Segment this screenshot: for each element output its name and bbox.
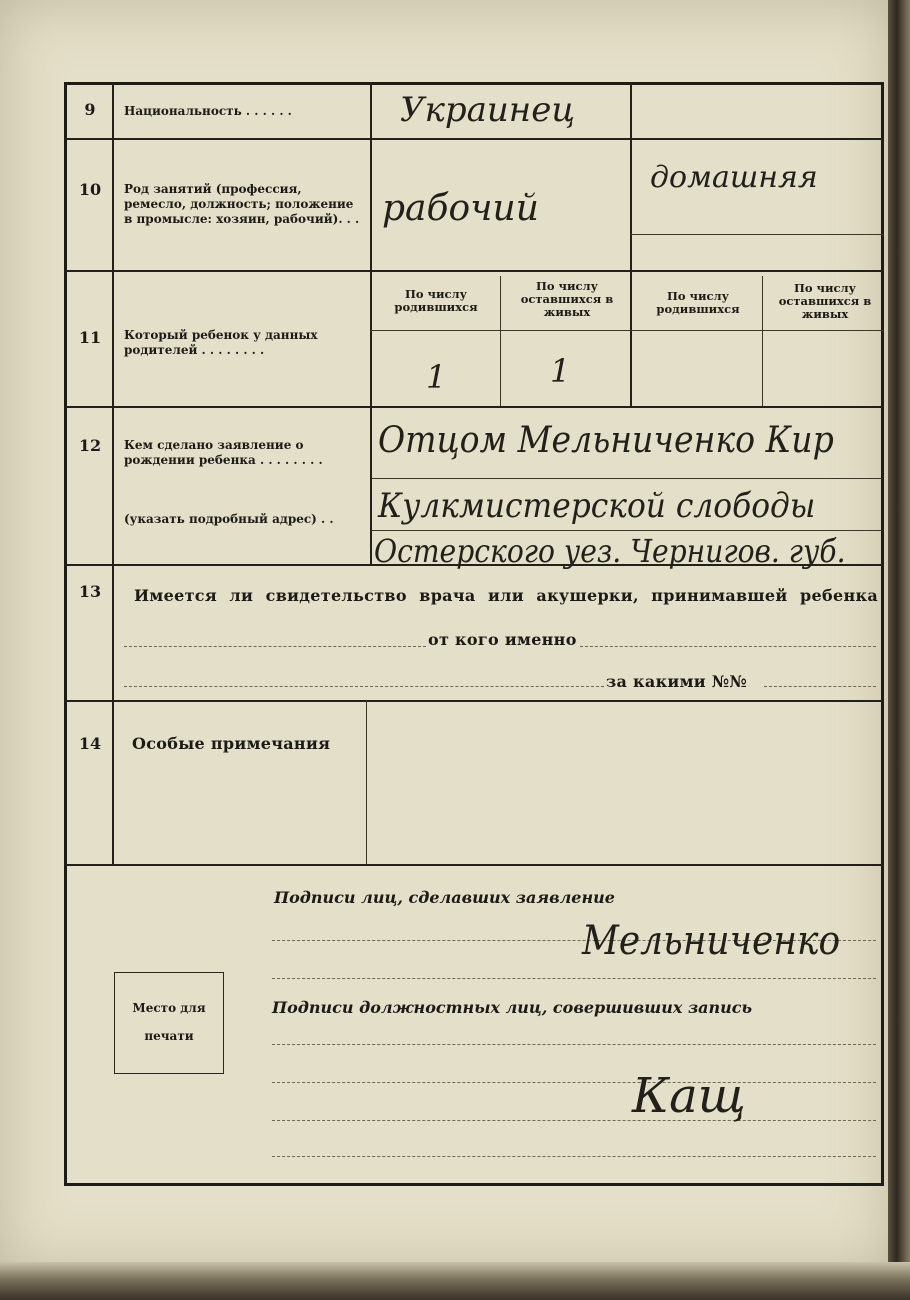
handwritten-declarant-line-3: Остерского уез. Чернигов. губ. — [374, 532, 846, 570]
row-number: 14 — [78, 734, 102, 753]
signature-line — [272, 978, 876, 979]
row-label-declarant: Кем сделано заявление о рождении ребенка . . . . . . . . — [124, 438, 323, 467]
stamp-label-line-2: печати — [144, 1029, 194, 1043]
subheader-born-father: По числу родившихся — [394, 287, 478, 314]
handwritten-declarant-line-2: Кулкмистерской слободы — [378, 486, 816, 526]
signature-line — [272, 1082, 876, 1083]
handwritten-declarant-line-1: Отцом Мельниченко Кир — [378, 420, 834, 461]
handwritten-alive-count: 1 — [550, 352, 571, 390]
row-divider — [64, 700, 884, 702]
row-text-numbers: за какими №№ — [606, 672, 748, 691]
row-label-child-order: Который ребенок у данных родителей . . . . . . . . — [124, 328, 318, 357]
subheader-born-mother: По числу родившихся — [656, 289, 740, 316]
handwritten-applicant-signature: Мельниченко — [582, 918, 841, 964]
column-divider — [112, 82, 114, 864]
inner-divider — [630, 234, 884, 235]
column-divider — [762, 276, 763, 406]
row-divider — [64, 406, 884, 408]
page-bottom-edge — [0, 1262, 910, 1300]
column-divider — [500, 276, 501, 406]
column-divider — [366, 700, 367, 864]
fill-line — [124, 686, 604, 687]
row-number: 10 — [78, 180, 102, 199]
fill-line — [580, 646, 876, 647]
stamp-label-line-1: Место для — [132, 1001, 206, 1015]
handwritten-nationality: Украинец — [400, 90, 576, 130]
handwritten-occupation-father: рабочий — [382, 188, 539, 229]
handwritten-official-signature: Кащ — [632, 1068, 746, 1124]
row-divider — [64, 270, 884, 272]
row-note-address: (указать подробный адрес) . . — [124, 512, 334, 526]
subheader-alive-father: По числу оставшихся в живых — [520, 279, 614, 319]
row-label-special-notes: Особые примечания — [132, 734, 331, 753]
signature-line — [272, 1044, 876, 1045]
writing-line — [372, 478, 882, 479]
subheader-alive-mother: По числу оставшихся в живых — [778, 281, 872, 321]
handwritten-born-count: 1 — [426, 358, 447, 396]
row-number: 12 — [78, 436, 102, 455]
stamp-place-box — [114, 972, 224, 1074]
book-binding-edge — [888, 0, 910, 1300]
row-label-occupation: Род занятий (профессия, ремесло, должность; положение в промысле: хозяин, рабочий). . . — [124, 182, 360, 226]
handwritten-occupation-mother: домашняя — [650, 160, 818, 195]
row-divider — [64, 138, 884, 140]
signature-line — [272, 1120, 876, 1121]
label-applicant-signatures: Подписи лиц, сделавших заявление — [274, 888, 615, 907]
sub-header-divider — [370, 330, 884, 331]
column-divider — [370, 82, 372, 564]
row-divider — [64, 864, 884, 866]
row-text-certificate: Имеется ли свидетельство врача или акушерки, принимавшей ребенка — [134, 586, 878, 605]
writing-line — [372, 530, 882, 531]
column-divider — [630, 82, 632, 406]
row-label-nationality: Национальность . . . . . . — [124, 104, 292, 118]
row-text-from-whom: от кого именно — [428, 630, 577, 649]
label-official-signatures: Подписи должностных лиц, совершивших запись — [272, 998, 753, 1017]
fill-line — [124, 646, 426, 647]
fill-line — [764, 686, 876, 687]
signature-line — [272, 1156, 876, 1157]
row-number: 11 — [78, 328, 102, 347]
row-number: 9 — [84, 100, 96, 119]
row-number: 13 — [78, 582, 102, 601]
